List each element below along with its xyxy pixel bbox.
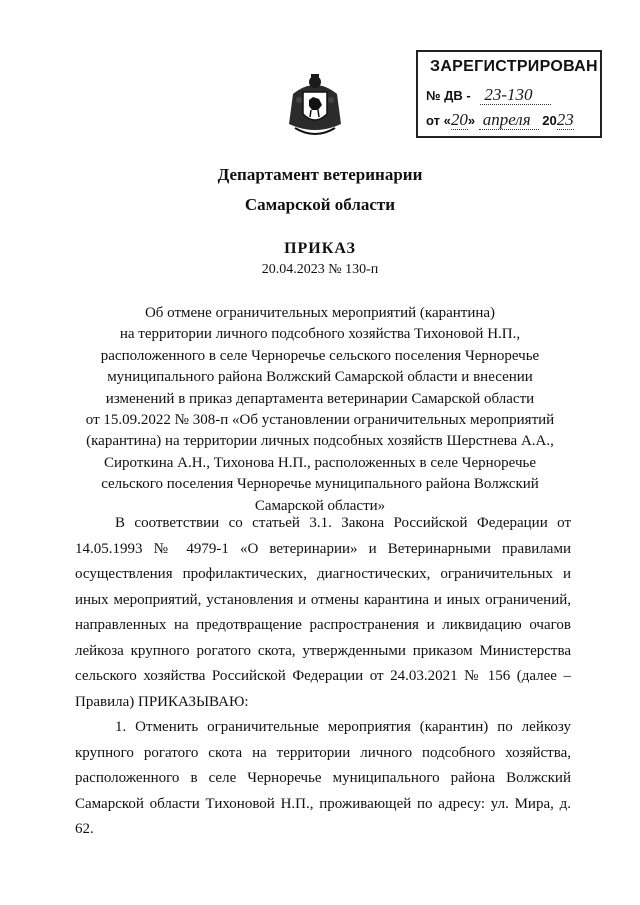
stamp-date-year-prefix: 20	[542, 113, 557, 128]
title-line: Сироткина А.Н., Тихонова Н.П., расположенных в селе Черноречье	[104, 454, 536, 471]
stamp-date-year-suffix: 23	[556, 110, 574, 129]
stamp-date-mid: »	[467, 113, 476, 128]
stamp-date-label: от «	[426, 113, 451, 128]
stamp-number-line	[426, 85, 592, 104]
preamble-paragraph: В соответствии со статьей 3.1. Закона Российской Федерации от 14.05.1993 № 4979-1 «О ветеринарии» и Ветеринарными правилами осуществления профилактических, диагностических, ограничительных и иных мероприятий, установления и отмены карантина и иных ограничений, направленных на предотвращение распространения и ликвидацию очагов лейкоза крупного рогатого скота, утвержденными приказом Министерства сельского хозяйства Российской Федерации от 24.03.2021 № 156 (далее – Правила) ПРИКАЗЫВАЮ:	[75, 515, 571, 710]
title-line: Самарской области»	[254, 497, 386, 514]
coat-of-arms-icon	[285, 72, 345, 142]
title-line: муниципального района Волжский Самарской области и внесении	[107, 369, 533, 386]
title-line: от 15.09.2022 № 308-п «Об установлении ограничительных мероприятий	[85, 412, 555, 429]
title-line: Об отмене ограничительных мероприятий (карантина)	[144, 305, 496, 321]
stamp-date-line	[426, 110, 592, 129]
stamp-number-label: № ДВ -	[426, 88, 471, 103]
department-region: Самарской области	[244, 195, 396, 214]
doc-date-number: 20.04.2023 № 130-п	[261, 262, 379, 277]
doc-type: ПРИКАЗ	[284, 240, 356, 257]
stamp-title: ЗАРЕГИСТРИРОВАН	[430, 58, 598, 75]
order-body	[75, 511, 571, 843]
stamp-date-month: апреля	[479, 110, 539, 130]
registration-stamp	[416, 50, 602, 138]
department-name: Департамент ветеринарии	[217, 165, 423, 184]
title-line: изменений в приказ департамента ветеринарии Самарской области	[105, 390, 535, 407]
title-line: сельского поселения Черноречье муниципального района Волжский	[101, 476, 539, 493]
title-line: (карантина) на территории личных подсобных хозяйств Шерстнева А.А.,	[86, 433, 554, 450]
title-line: расположенного в селе Черноречье сельского поселения Черноречье	[100, 347, 540, 364]
title-line: на территории личного подсобного хозяйства Тихоновой Н.П.,	[119, 326, 521, 343]
stamp-number-value: 23-130	[480, 85, 550, 105]
stamp-date-day: 20	[450, 110, 468, 129]
order-title	[60, 303, 580, 517]
item-1-paragraph: 1. Отменить ограничительные мероприятия (карантин) по лейкозу крупного рогатого скота на территории личного подсобного хозяйства, расположенного в селе Черноречье муниципального района Волжский Самарской области Тихоновой Н.П., проживающей по адресу: ул. Мира, д. 62.	[75, 719, 571, 837]
